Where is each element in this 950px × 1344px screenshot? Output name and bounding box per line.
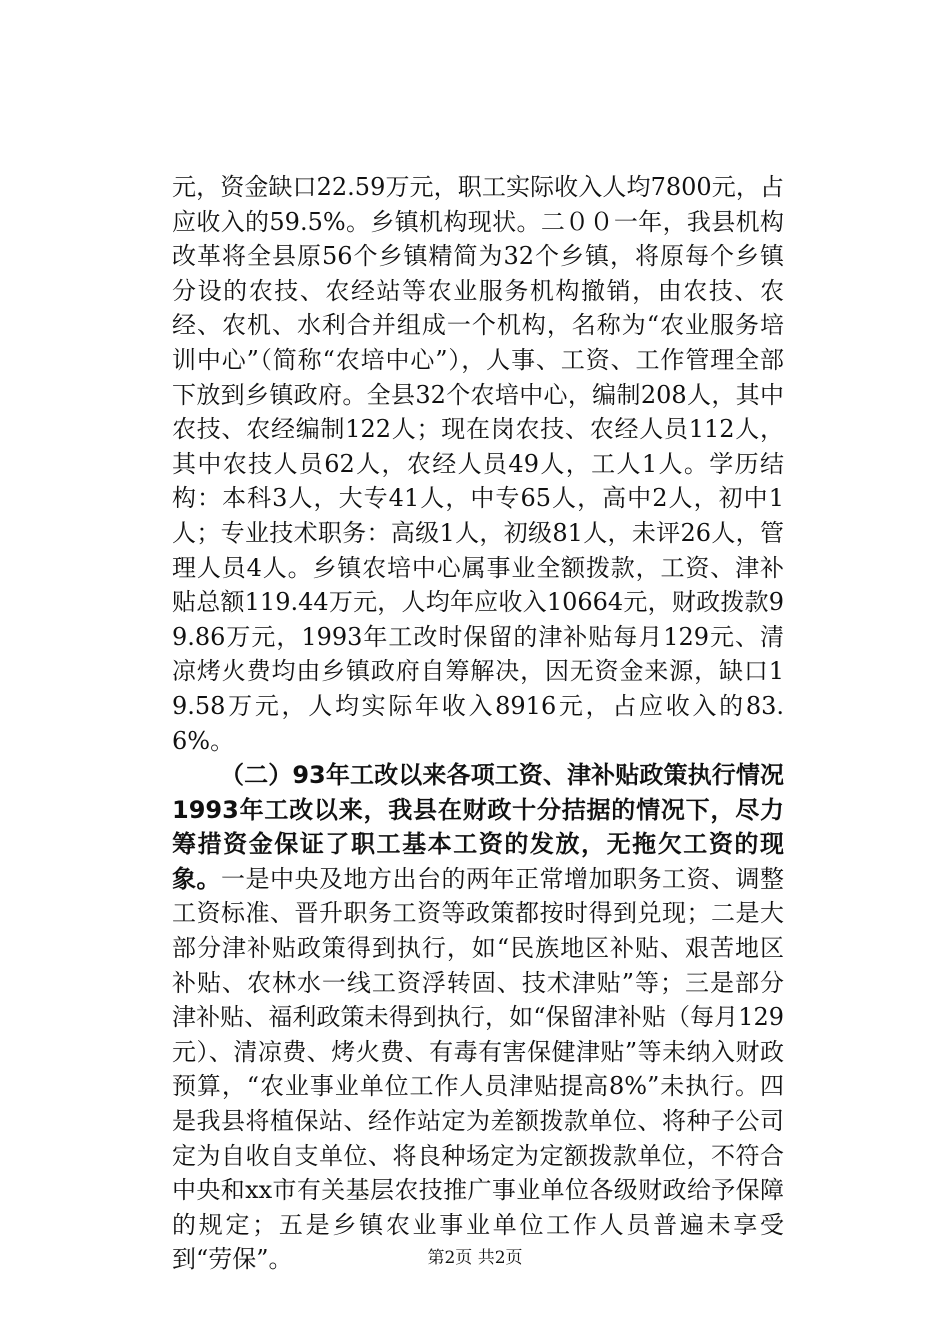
paragraph-1: 元，资金缺口22.59万元，职工实际收入人均7800元，占应收入的59.5%。乡镇机构现状。二００一年，我县机构改革将全县原56个乡镇精简为32个乡镇，将原每个乡镇分设的农技、农经站等农业服务机构撤销，由农技、农经、农机、水利合并组成一个机构，名称为“农业服务培训中心”（简称“农培中心”），人事、工资、工作管理全部下放到乡镇政府。全县32个农培中心，编制208人，其中农技、农经编制122人；现在岗农技、农经人员112人，其中农技人员62人，农经人员49人，工人1人。学历结构：本科3人，大专41人，中专65人，高中2人，初中1人；专业技术职务：高级1人，初级81人，未评26人，管理人员4人。乡镇农培中心属事业全额拨款，工资、津补贴总额119.44万元，人均年应收入10664元，财政拨款99.86万元，1993年工改时保留的津补贴每月129元、清凉烤火费均由乡镇政府自筹解决，因无资金来源，缺口19.58万元，人均实际年收入8916元，占应收入的83.6%。	[172, 173, 784, 755]
paragraph-2	[172, 758, 784, 1277]
paragraph-2-body: 一是中央及地方出台的两年正常增加职务工资、调整工资标准、晋升职务工资等政策都按时得到兑现；二是大部分津补贴政策得到执行，如“民族地区补贴、艰苦地区补贴、农林水一线工资浮转固、技术津贴”等；三是部分津补贴、福利政策未得到执行，如“保留津补贴（每月129元）、清凉费、烤火费、有毒有害保健津贴”等未纳入财政预算，“农业事业单位工作人员津贴提高8%”未执行。四是我县将植保站、经作站定为差额拨款单位、将种子公司定为自收自支单位、将良种场定为定额拨款单位，不符合中央和xx市有关基层农技推广事业单位各级财政给予保障的规定；五是乡镇农业事业单位工作人员普遍未享受到“劳保”。	[172, 864, 784, 1274]
document-body	[172, 170, 784, 1277]
page-footer: 第2页 共2页	[427, 1248, 523, 1268]
paragraph-2-heading: （二）93年工改以来各项工资、津补贴政策执行情况1993年工改以来，我县在财政十分拮据的情况下，尽力筹措资金保证了职工基本工资的发放，无拖欠工资的现象。	[172, 761, 784, 893]
